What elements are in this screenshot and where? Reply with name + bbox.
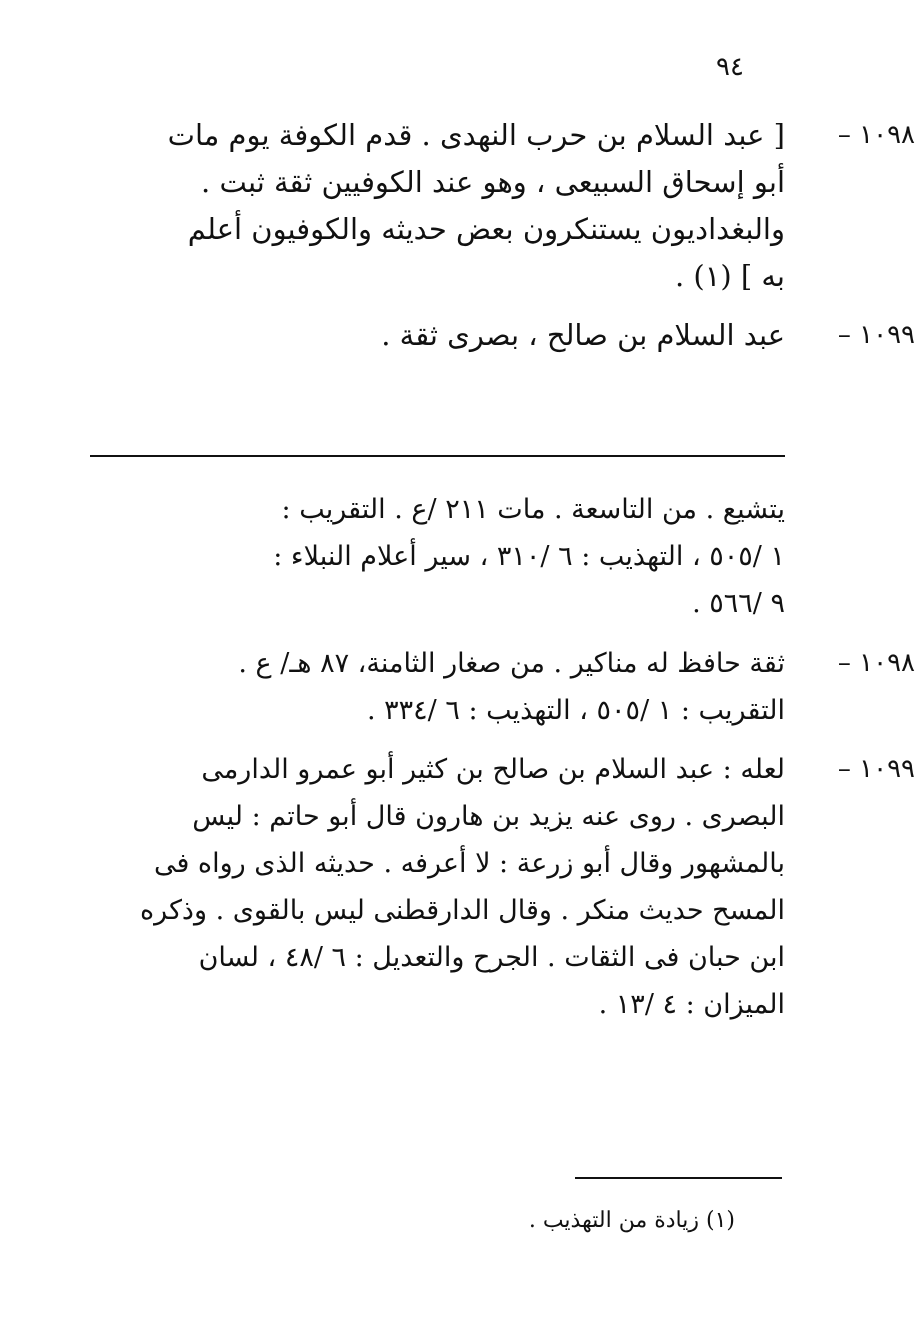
note-line: الميزان : ٤ /١٣ .: [598, 989, 785, 1020]
entry-line: به ] (١) .: [674, 259, 785, 293]
note-line: يتشيع . من التاسعة . مات ٢١١ /ع . التقريب :: [281, 494, 785, 525]
note-number: ١٠٩٩ –: [837, 754, 915, 784]
note-continuation: [95, 486, 785, 627]
note-line: ٩ /٥٦٦ .: [692, 588, 785, 619]
entry-line: عبد السلام بن صالح ، بصرى ثقة .: [381, 318, 785, 352]
note-line: لعله : عبد السلام بن صالح بن كثير أبو عمرو الدارمى: [201, 754, 785, 785]
entry-line: [ عبد السلام بن حرب النهدى . قدم الكوفة يوم مات: [167, 118, 785, 152]
notes-divider: [90, 455, 785, 457]
note-line: بالمشهور وقال أبو زرعة : لا أعرفه . حديثه الذى رواه فى: [153, 848, 785, 879]
note-line: ١ /٥٠٥ ، التهذيب : ٦ /٣١٠ ، سير أعلام النبلاء :: [273, 541, 785, 572]
main-entry-1098: [95, 112, 915, 300]
footnote: (١) زيادة من التهذيب .: [528, 1208, 735, 1233]
entry-number: ١٠٩٨ –: [837, 120, 915, 150]
entry-line: والبغداديون يستنكرون بعض حديثه والكوفيون أعلم: [187, 212, 785, 246]
entry-number: ١٠٩٩ –: [837, 320, 915, 350]
note-line: التقريب : ١ /٥٠٥ ، التهذيب : ٦ /٣٣٤ .: [366, 695, 785, 726]
main-entry-1099: [95, 312, 915, 359]
footnote-rule: [575, 1177, 782, 1179]
entry-line: أبو إسحاق السبيعى ، وهو عند الكوفيين ثقة ثبت .: [201, 165, 785, 199]
note-number: ١٠٩٨ –: [837, 648, 915, 678]
note-line: المسح حديث منكر . وقال الدارقطنى ليس بالقوى . وذكره: [140, 895, 785, 926]
note-line: ابن حبان فى الثقات . الجرح والتعديل : ٦ /٤٨ ، لسان: [198, 942, 785, 973]
note-line: ثقة حافظ له مناكير . من صغار الثامنة، ٨٧ هـ/ ع .: [238, 648, 785, 679]
note-line: البصرى . روى عنه يزيد بن هارون قال أبو حاتم : ليس: [192, 801, 785, 832]
note-1098: [95, 640, 915, 734]
page-number: ٩٤: [716, 52, 744, 82]
note-1099: [95, 746, 915, 1028]
